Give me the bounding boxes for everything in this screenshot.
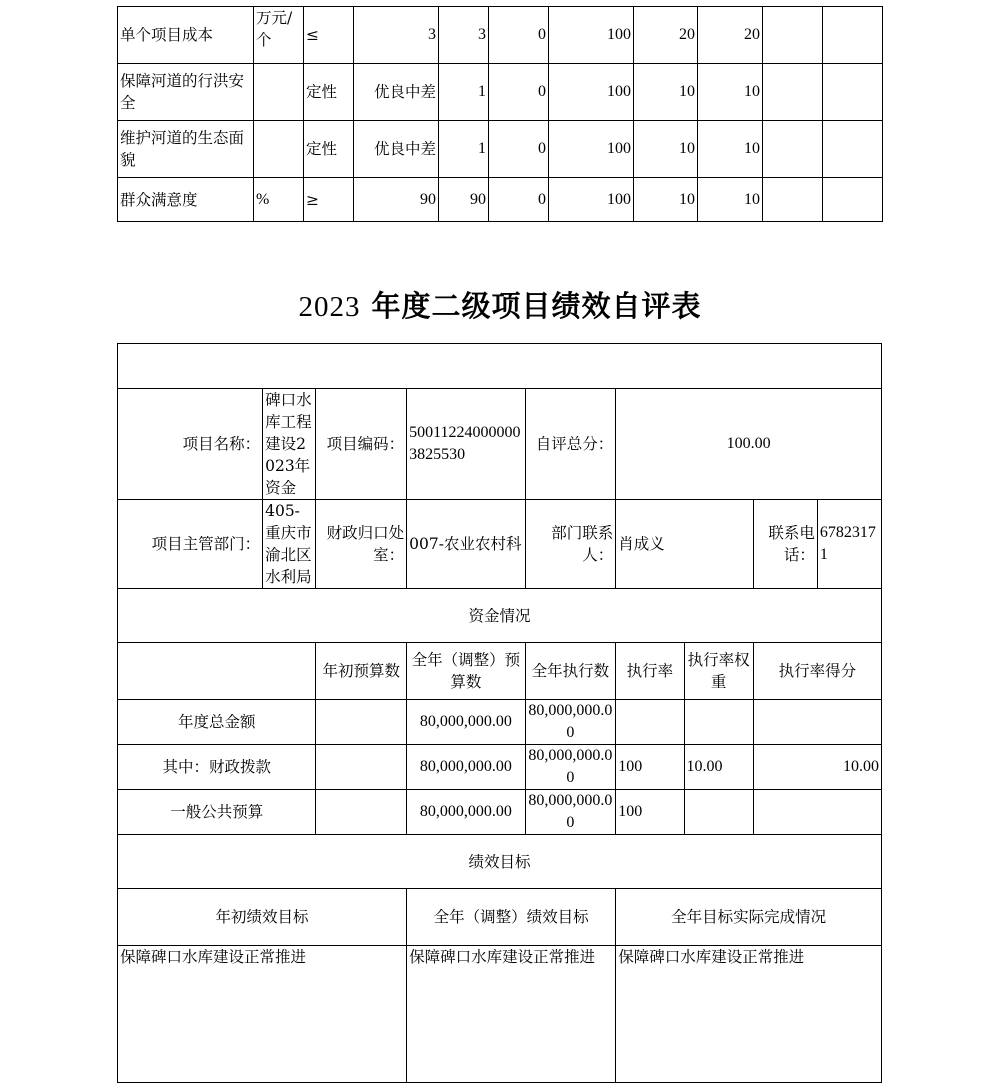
project-info-row [118,389,882,500]
funds-executed: 80,000,000.00 [525,790,616,835]
funds-initial [316,700,407,745]
self-score-value: 100.00 [616,389,882,500]
indicator-extra-a [763,7,823,64]
funds-weight [684,790,753,835]
funds-row [118,790,882,835]
title-text: 年度二级项目绩效自评表 [360,289,702,323]
indicator-extra-a [763,121,823,178]
indicator-name: 单个项目成本 [118,7,254,64]
funds-corner-cell [118,643,316,700]
blank-cell [118,344,882,389]
funds-row-label: 年度总金额 [118,700,316,745]
project-code-label: 项目编码： [316,389,407,500]
indicator-name: 保障河道的行洪安全 [118,64,254,121]
project-code-value: 500112240000003825530 [407,389,525,500]
blank-row [118,344,882,389]
project-name-value: 碑口水库工程建设2023年资金 [263,389,316,500]
indicator-weight: 20 [634,7,698,64]
title-year: 2023 [298,291,361,323]
indicator-weight: 10 [634,64,698,121]
indicator-target: 优良中差 [354,121,439,178]
funds-score: 10.00 [753,745,881,790]
indicator-deviation: 0 [489,7,549,64]
funds-score [753,700,881,745]
indicator-actual: 3 [439,7,489,64]
perf-col-adjusted: 全年（调整）绩效目标 [407,889,616,946]
indicator-rate: 100 [549,121,634,178]
funds-column-header-row [118,643,882,700]
indicator-unit [254,64,304,121]
indicator-extra-b [823,121,883,178]
indicator-extra-b [823,7,883,64]
finance-value: 007-农业农村科 [407,500,525,589]
contact-label: 部门联系人： [525,500,616,589]
funds-executed: 80,000,000.00 [525,700,616,745]
indicator-score: 10 [698,121,763,178]
indicator-weight: 10 [634,121,698,178]
indicator-score: 10 [698,64,763,121]
perf-actual-value: 保障碑口水库建设正常推进 [616,946,882,1083]
funds-col-score: 执行率得分 [753,643,881,700]
indicator-actual: 90 [439,178,489,222]
perf-col-initial: 年初绩效目标 [118,889,407,946]
indicator-name: 群众满意度 [118,178,254,222]
funds-row [118,745,882,790]
funds-header: 资金情况 [118,589,882,643]
indicator-extra-b [823,178,883,222]
funds-executed: 80,000,000.00 [525,745,616,790]
funds-initial [316,790,407,835]
funds-row [118,700,882,745]
funds-rate: 100 [616,790,684,835]
indicator-actual: 1 [439,121,489,178]
phone-value: 67823171 [817,500,881,589]
indicator-unit: % [254,178,304,222]
perf-header: 绩效目标 [118,835,882,889]
indicator-name: 维护河道的生态面貌 [118,121,254,178]
indicator-operator: ≤ [304,7,354,64]
funds-rate [616,700,684,745]
funds-initial [316,745,407,790]
funds-adjusted: 80,000,000.00 [407,790,525,835]
page-title [0,286,1000,327]
indicator-score: 10 [698,178,763,222]
finance-label: 财政归口处室： [316,500,407,589]
funds-weight: 10.00 [684,745,753,790]
indicator-extra-a [763,178,823,222]
indicator-target: 3 [354,7,439,64]
perf-header-row [118,835,882,889]
indicator-rate: 100 [549,178,634,222]
indicator-operator: ≥ [304,178,354,222]
perf-column-header-row [118,889,882,946]
funds-adjusted: 80,000,000.00 [407,745,525,790]
indicator-target: 90 [354,178,439,222]
evaluation-form [117,343,882,1083]
funds-score [753,790,881,835]
project-name-label: 项目名称： [118,389,263,500]
perf-col-actual: 全年目标实际完成情况 [616,889,882,946]
funds-weight [684,700,753,745]
perf-adjusted-value: 保障碑口水库建设正常推进 [407,946,616,1083]
indicator-actual: 1 [439,64,489,121]
indicator-extra-b [823,64,883,121]
indicator-rate: 100 [549,7,634,64]
contact-value: 肖成义 [616,500,754,589]
indicator-deviation: 0 [489,178,549,222]
table-row [118,7,883,64]
funds-col-weight: 执行率权重 [684,643,753,700]
indicator-target: 优良中差 [354,64,439,121]
funds-adjusted: 80,000,000.00 [407,700,525,745]
funds-rate: 100 [616,745,684,790]
funds-col-initial: 年初预算数 [316,643,407,700]
dept-label: 项目主管部门： [118,500,263,589]
funds-col-rate: 执行率 [616,643,684,700]
self-score-label: 自评总分： [525,389,616,500]
indicator-table [117,6,883,222]
dept-value: 405-重庆市渝北区水利局 [263,500,316,589]
indicator-rate: 100 [549,64,634,121]
table-row [118,64,883,121]
indicator-operator: 定性 [304,64,354,121]
perf-initial-value: 保障碑口水库建设正常推进 [118,946,407,1083]
indicator-score: 20 [698,7,763,64]
perf-values-row [118,946,882,1083]
indicator-weight: 10 [634,178,698,222]
indicator-unit: 万元/个 [254,7,304,64]
indicator-operator: 定性 [304,121,354,178]
funds-row-label: 其中：财政拨款 [118,745,316,790]
funds-row-label: 一般公共预算 [118,790,316,835]
table-row [118,178,883,222]
funds-col-executed: 全年执行数 [525,643,616,700]
funds-col-adjusted: 全年（调整）预算数 [407,643,525,700]
department-row [118,500,882,589]
indicator-extra-a [763,64,823,121]
indicator-unit [254,121,304,178]
funds-header-row [118,589,882,643]
indicator-deviation: 0 [489,64,549,121]
indicator-deviation: 0 [489,121,549,178]
phone-label: 联系电话： [753,500,817,589]
table-row [118,121,883,178]
